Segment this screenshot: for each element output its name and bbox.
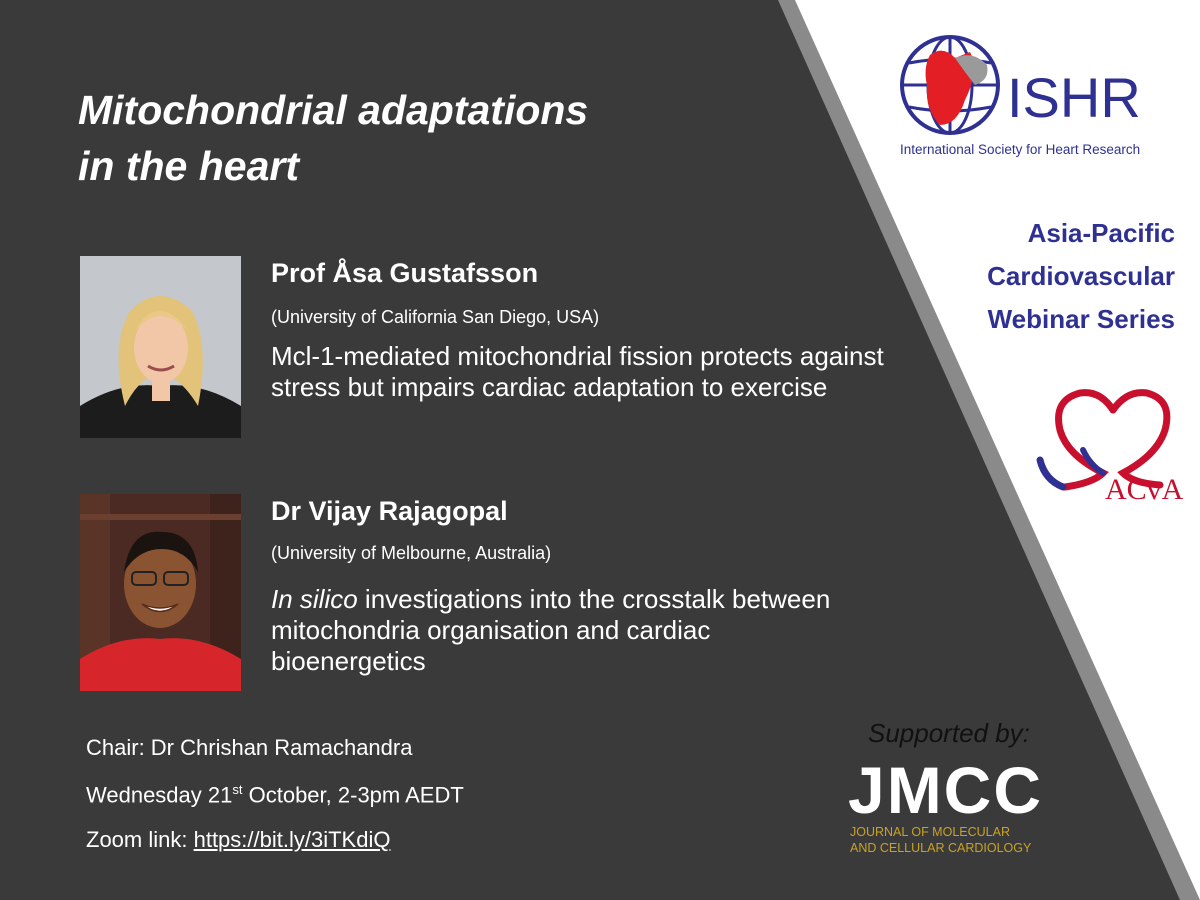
speaker-2-photo [80,494,241,691]
jmcc-logo [848,755,1068,865]
date-ordinal: st [232,782,243,797]
speaker-2-affiliation: (University of Melbourne, Australia) [271,543,552,563]
speaker-2-talk-title [271,584,871,677]
date-prefix: Wednesday 21 [86,782,233,808]
jmcc-line-1: JOURNAL OF MOLECULAR [850,825,1010,839]
supported-by-label: Supported by: [868,718,1030,748]
speaker-1-name: Prof Åsa Gustafsson [271,258,539,288]
speaker-2-talk-italic: In silico [271,584,358,614]
ishr-logo [895,30,1195,165]
zoom-line [86,827,390,853]
speaker-1-photo [80,256,241,438]
ishr-full-name: International Society for Heart Research [900,142,1141,157]
series-line-1: Asia-Pacific [1027,218,1175,248]
globe-icon [895,30,1010,145]
series-line-2: Cardiovascular [987,261,1175,291]
speaker-2-name: Dr Vijay Rajagopal [271,496,508,526]
speaker-1-talk-title: Mcl-1-mediated mitochondrial fission protects against stress but impairs cardiac adaptation to exercise [271,341,884,402]
speaker-1-affiliation: (University of California San Diego, USA) [271,307,600,327]
jmcc-acronym: JMCC [848,753,1044,827]
series-line-3: Webinar Series [987,304,1175,334]
ishr-acronym: ISHR [1007,66,1141,129]
page-title [78,82,718,194]
webinar-series-label [915,212,1175,341]
zoom-label: Zoom link: [86,827,194,852]
acva-logo [1035,385,1190,515]
speaker-2-talk-rest: investigations into the crosstalk between mitochondria organisation and cardiac bioenergetics [271,584,831,676]
title-line-1: Mitochondrial adaptations [78,87,589,133]
title-line-2: in the heart [78,143,299,189]
zoom-link[interactable]: https://bit.ly/3iTKdiQ [193,827,391,852]
chair-line: Chair: Dr Chrishan Ramachandra [86,735,413,760]
jmcc-line-2: AND CELLULAR CARDIOLOGY [850,841,1032,855]
date-suffix: October, 2-3pm AEDT [242,782,464,808]
date-line [86,782,464,808]
acva-text: ACvA [1105,473,1184,506]
